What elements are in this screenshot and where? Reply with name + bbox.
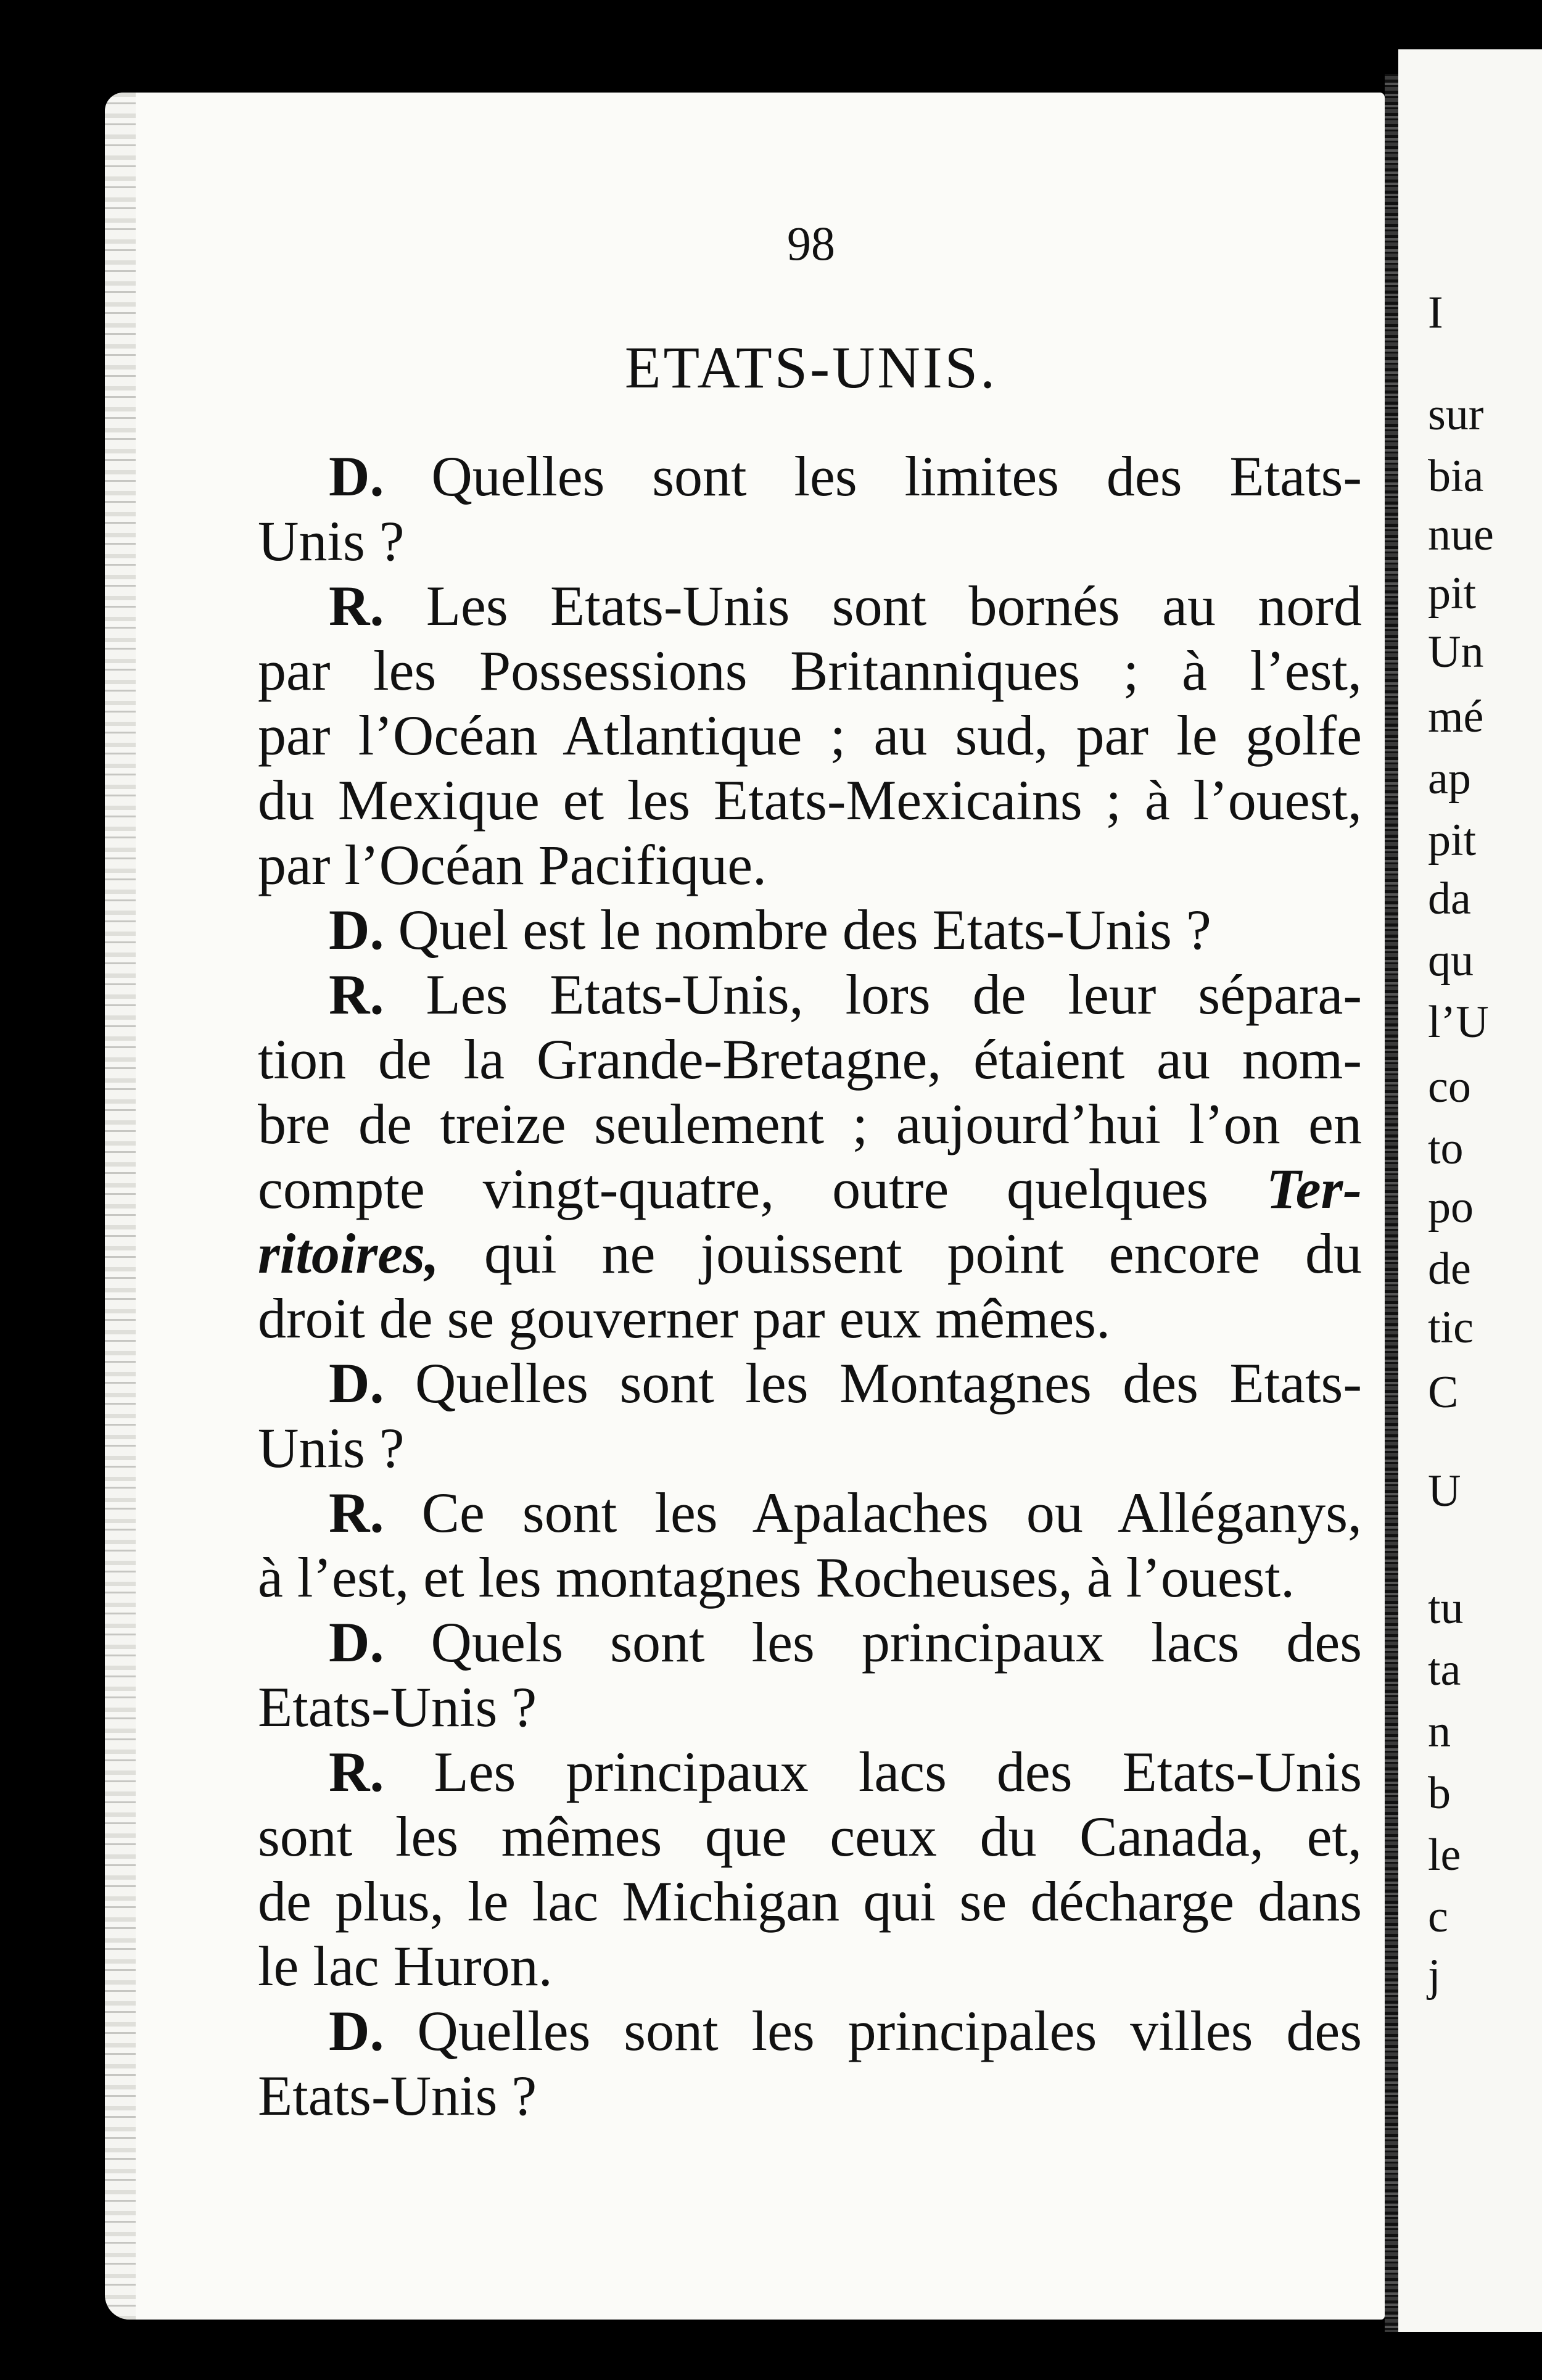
line-text: Unis ?	[258, 1416, 405, 1479]
adjacent-page-fragment: le	[1428, 1830, 1461, 1880]
line-text: qui ne jouissent point encore du	[484, 1222, 1362, 1285]
adjacent-page-fragment: ta	[1428, 1645, 1461, 1695]
adjacent-page-fragment: mé	[1428, 692, 1484, 742]
book-gutter	[1385, 74, 1398, 2332]
line-text: Quel est le nombre des Etats-Unis ?	[398, 898, 1211, 961]
text-line	[258, 1869, 1362, 1934]
page-number: 98	[787, 217, 835, 270]
adjacent-page-fragment: j	[1428, 1950, 1441, 2001]
speaker-label: D.	[329, 445, 384, 508]
line-text: Les principaux lacs des Etats-Unis	[434, 1740, 1362, 1803]
line-text: Quelles sont les principales villes des	[417, 1999, 1363, 2062]
adjacent-page-fragment: sur	[1428, 389, 1484, 440]
adjacent-page-fragment: C	[1428, 1367, 1459, 1418]
line-text: à l’est, et les montagnes Rocheuses, à l’ouest.	[258, 1546, 1295, 1609]
adjacent-page-fragment: nue	[1428, 510, 1494, 560]
text-line	[258, 1157, 1362, 1221]
line-text: Etats-Unis ?	[258, 1676, 537, 1738]
text-line	[258, 962, 1362, 1027]
line-text: droit de se gouverner par eux mêmes.	[258, 1287, 1111, 1350]
line-text: Etats-Unis ?	[258, 2064, 537, 2127]
line-text: Quels sont les principaux lacs des	[431, 1611, 1362, 1674]
adjacent-page-fragment: tic	[1428, 1302, 1474, 1353]
text-line	[258, 1740, 1362, 1804]
text-line	[258, 898, 1362, 962]
line-text: tion de la Grande-Bretagne, étaient au nom-	[258, 1028, 1362, 1091]
text-line	[258, 1221, 1362, 1286]
text-line	[258, 574, 1362, 638]
text-line	[258, 768, 1362, 833]
text-line	[258, 1286, 1362, 1351]
speaker-label: R.	[329, 963, 384, 1026]
line-text: bre de treize seulement ; aujourd’hui l’on en	[258, 1093, 1362, 1155]
adjacent-page-fragment: to	[1428, 1123, 1464, 1174]
text-line	[258, 444, 1362, 509]
adjacent-page-fragment: po	[1428, 1182, 1474, 1233]
text-line	[258, 509, 1362, 574]
speaker-label: R.	[329, 1740, 384, 1803]
line-text: par l’Océan Pacifique.	[258, 833, 767, 896]
italic-term: Ter-	[1266, 1157, 1362, 1220]
line-text: Les Etats-Unis sont bornés au nord	[426, 574, 1362, 637]
line-text: Ce sont les Apalaches ou Alléganys,	[421, 1481, 1363, 1544]
line-text: le lac Huron.	[258, 1935, 553, 1998]
italic-term: ritoires,	[258, 1222, 439, 1285]
line-text: Unis ?	[258, 510, 405, 572]
line-text: Les Etats-Unis, lors de leur sépara-	[426, 963, 1363, 1026]
adjacent-page-fragment: de	[1428, 1244, 1471, 1294]
text-line	[258, 1934, 1362, 1999]
adjacent-page-fragment: bia	[1428, 451, 1484, 502]
adjacent-page-fragment: pit	[1428, 815, 1477, 866]
adjacent-page-fragment: pit	[1428, 568, 1477, 619]
adjacent-page-fragment: da	[1428, 874, 1471, 924]
text-line	[258, 1416, 1362, 1481]
body-text	[258, 444, 1362, 2128]
text-line	[258, 638, 1362, 703]
speaker-label: D.	[329, 1352, 384, 1415]
speaker-label: R.	[329, 1481, 384, 1544]
line-text: de plus, le lac Michigan qui se décharge dans	[258, 1870, 1362, 1933]
adjacent-page-fragment: Un	[1428, 627, 1484, 677]
line-text: Quelles sont les Montagnes des Etats-	[414, 1352, 1363, 1415]
adjacent-page-fragment: tu	[1428, 1583, 1464, 1634]
line-text: du Mexique et les Etats-Mexicains ; à l’ouest,	[258, 769, 1362, 832]
text-line	[258, 833, 1362, 898]
text-line	[258, 1804, 1362, 1869]
text-line	[258, 1351, 1362, 1416]
adjacent-page-fragment: l’U	[1428, 997, 1489, 1047]
adjacent-page-fragment: co	[1428, 1062, 1471, 1112]
adjacent-page-fragment: U	[1428, 1466, 1461, 1516]
text-line	[258, 1545, 1362, 1610]
page-edge	[105, 93, 136, 2320]
speaker-label: D.	[329, 1611, 384, 1674]
text-line	[258, 2064, 1362, 2128]
text-line	[258, 1481, 1362, 1545]
adjacent-page-fragment: qu	[1428, 935, 1474, 986]
line-text: par les Possessions Britanniques ; à l’est,	[258, 639, 1362, 702]
text-line	[258, 1675, 1362, 1740]
line-text: sont les mêmes que ceux du Canada, et,	[258, 1805, 1362, 1868]
text-line	[258, 1999, 1362, 2064]
text-line	[258, 1092, 1362, 1157]
adjacent-page-fragment: I	[1428, 287, 1443, 338]
text-line	[258, 1027, 1362, 1092]
adjacent-page-fragment: n	[1428, 1706, 1451, 1757]
speaker-label: R.	[329, 574, 384, 637]
adjacent-page-fragment: b	[1428, 1768, 1451, 1819]
adjacent-page-fragment: c	[1428, 1891, 1448, 1942]
speaker-label: D.	[329, 898, 384, 961]
line-text: par l’Océan Atlantique ; au sud, par le golfe	[258, 704, 1362, 767]
page-title: ETATS-UNIS.	[624, 334, 998, 400]
text-line	[258, 1610, 1362, 1675]
adjacent-page-fragment: ap	[1428, 753, 1471, 804]
speaker-label: D.	[329, 1999, 384, 2062]
line-text: Quelles sont les limites des Etats-	[431, 445, 1363, 508]
text-line	[258, 703, 1362, 768]
line-text: compte vingt-quatre, outre quelques	[258, 1157, 1209, 1220]
